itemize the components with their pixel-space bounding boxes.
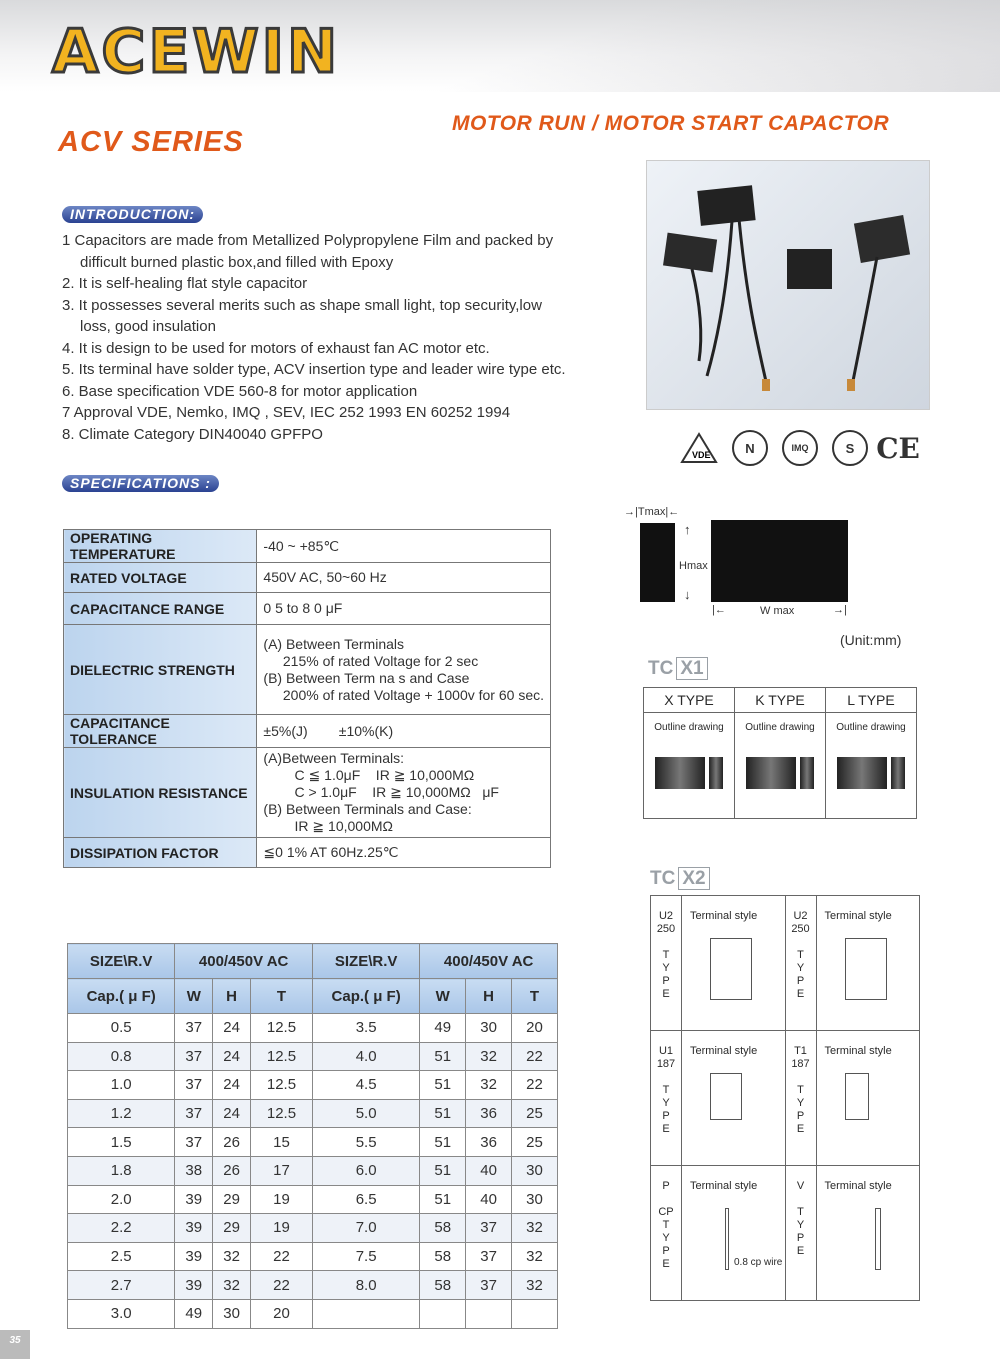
size-header-cell: SIZE\R.V — [312, 944, 419, 979]
table-cell — [466, 1299, 512, 1328]
table-cell: 39 — [175, 1271, 213, 1300]
table-cell: 2.2 — [68, 1214, 175, 1243]
table-cell: 37 — [175, 1128, 213, 1157]
intro-line: 1 Capacitors are made from Metallized Polypropylene Film and packed by — [62, 232, 554, 249]
spec-value — [257, 748, 551, 838]
table-cell: 12.5 — [251, 1099, 313, 1128]
front-view-block — [711, 520, 848, 602]
table-cell: 58 — [420, 1242, 466, 1271]
table-row — [68, 1214, 558, 1243]
v-type-code: V T Y P E — [785, 1166, 816, 1301]
intro-line: 8. Climate Category DIN40040 GPFPO — [62, 425, 323, 443]
table-cell: 38 — [175, 1156, 213, 1185]
table-cell: 37 — [175, 1042, 213, 1071]
table-cell: 17 — [251, 1156, 313, 1185]
size-subheader-row — [68, 979, 558, 1014]
p-cp-code: P CP T Y P E — [651, 1166, 682, 1301]
u2-250-terminal-cell-b: Terminal style — [816, 896, 920, 1031]
table-cell: 25 — [512, 1099, 558, 1128]
table-cell: 37 — [466, 1271, 512, 1300]
wmax-arrow-right-icon: →| — [833, 604, 847, 616]
table-cell: 7.0 — [312, 1214, 419, 1243]
table-cell — [312, 1299, 419, 1328]
spec-value-line: 450V AC, 50~60 Hz — [263, 569, 387, 585]
introduction-list — [62, 230, 642, 445]
spec-row — [64, 715, 551, 748]
size-subheader-cell: H — [466, 979, 512, 1014]
table-cell — [512, 1299, 558, 1328]
table-cell: 30 — [512, 1156, 558, 1185]
product-subtitle: MOTOR RUN / MOTOR START CAPACTOR — [452, 112, 890, 135]
spec-row — [64, 593, 551, 625]
table-cell: 30 — [213, 1299, 251, 1328]
table-cell: 37 — [175, 1014, 213, 1043]
size-header-row — [68, 944, 558, 979]
table-cell: 25 — [512, 1128, 558, 1157]
intro-line: difficult burned plastic box,and filled with Epoxy — [80, 253, 394, 271]
table-cell: 51 — [420, 1185, 466, 1214]
spec-key: DISSIPATION FACTOR — [64, 838, 257, 868]
spec-value — [257, 563, 551, 593]
table-cell: 2.5 — [68, 1242, 175, 1271]
table-cell: 49 — [420, 1014, 466, 1043]
t1-187-terminal-cell: Terminal style — [816, 1031, 920, 1166]
tc-x1-label: TC X1 — [648, 658, 708, 680]
intro-line: 3. It possesses several merits such as shape small light, top security,low — [62, 296, 542, 314]
spec-key: CAPACITANCE TOLERANCE — [64, 715, 257, 748]
v-type-terminal-cell: Terminal style — [816, 1166, 920, 1301]
table-cell: 22 — [251, 1271, 313, 1300]
sev-mark-icon: S — [832, 430, 868, 466]
table-cell: 19 — [251, 1214, 313, 1243]
table-cell: 15 — [251, 1128, 313, 1157]
side-view-block — [640, 523, 675, 602]
u1-187-terminal-cell: Terminal style — [682, 1031, 786, 1166]
wmax-arrow-left-icon: |← — [712, 604, 726, 616]
table-row — [68, 1042, 558, 1071]
spec-key: OPERATING TEMPERATURE — [64, 530, 257, 563]
spec-value — [257, 593, 551, 625]
table-cell: 40 — [466, 1156, 512, 1185]
table-cell: 5.0 — [312, 1099, 419, 1128]
size-subheader-cell: T — [251, 979, 313, 1014]
table-cell: 49 — [175, 1299, 213, 1328]
specifications-table — [63, 529, 551, 868]
table-cell: 29 — [213, 1185, 251, 1214]
table-cell: 32 — [213, 1271, 251, 1300]
size-subheader-cell: T — [512, 979, 558, 1014]
size-subheader-cell: Cap.( μ F) — [68, 979, 175, 1014]
size-subheader-cell: Cap.( μ F) — [312, 979, 419, 1014]
table-cell: 39 — [175, 1185, 213, 1214]
table-cell: 1.2 — [68, 1099, 175, 1128]
table-cell: 32 — [512, 1271, 558, 1300]
intro-line: loss, good insulation — [80, 318, 216, 335]
table-cell: 12.5 — [251, 1042, 313, 1071]
series-title: ACV SERIES — [58, 126, 244, 158]
spec-key: CAPACITANCE RANGE — [64, 593, 257, 625]
specifications-heading: SPECIFICATIONS : — [62, 475, 219, 492]
table-cell: 24 — [213, 1042, 251, 1071]
p-cp-terminal-cell: Terminal style 0.8 cp wire — [682, 1166, 786, 1301]
table-cell: 58 — [420, 1214, 466, 1243]
table-row — [68, 1071, 558, 1100]
l-type-header: L TYPE — [826, 688, 917, 713]
spec-value-line: (B) Between Term na s and Case — [263, 669, 470, 686]
table-cell: 4.5 — [312, 1071, 419, 1100]
spec-row — [64, 748, 551, 838]
table-row — [68, 1014, 558, 1043]
ce-mark-icon: CE — [876, 431, 920, 465]
spec-value — [257, 838, 551, 868]
size-header-cell: 400/450V AC — [175, 944, 313, 979]
table-cell: 19 — [251, 1185, 313, 1214]
table-cell: 37 — [466, 1242, 512, 1271]
u1-187-code: U1 187 T Y P E — [651, 1031, 682, 1166]
table-cell: 22 — [251, 1242, 313, 1271]
size-subheader-cell: W — [420, 979, 466, 1014]
page-number: 35 — [0, 1330, 30, 1359]
table-cell: 22 — [512, 1042, 558, 1071]
table-row — [68, 1299, 558, 1328]
table-cell: 29 — [213, 1214, 251, 1243]
t1-187-code: T1 187 T Y P E — [785, 1031, 816, 1166]
table-cell: 24 — [213, 1099, 251, 1128]
table-cell: 30 — [466, 1014, 512, 1043]
table-cell: 7.5 — [312, 1242, 419, 1271]
product-photo — [646, 160, 930, 410]
table-cell: 37 — [175, 1099, 213, 1128]
table-cell: 12.5 — [251, 1071, 313, 1100]
table-cell: 30 — [512, 1185, 558, 1214]
spec-value — [257, 530, 551, 563]
spec-value — [257, 625, 551, 715]
intro-line: 4. It is design to be used for motors of exhaust fan AC motor etc. — [62, 339, 490, 357]
table-cell: 4.0 — [312, 1042, 419, 1071]
table-cell: 37 — [466, 1214, 512, 1243]
introduction-heading: INTRODUCTION: — [62, 206, 203, 223]
hmax-up-arrow-icon: ↑ — [684, 522, 691, 537]
table-cell: 0.8 — [68, 1042, 175, 1071]
spec-row — [64, 530, 551, 563]
size-table — [67, 943, 558, 1329]
table-cell: 3.5 — [312, 1014, 419, 1043]
table-cell: 24 — [213, 1014, 251, 1043]
k-type-cell: Outline drawing — [735, 713, 826, 819]
spec-key: RATED VOLTAGE — [64, 563, 257, 593]
table-cell: 24 — [213, 1071, 251, 1100]
spec-value-line: -40 ~ +85℃ — [263, 537, 340, 554]
spec-value-line: (B) Between Terminals and Case: — [263, 801, 472, 817]
table-row — [68, 1242, 558, 1271]
spec-value-line: ±5%(J) ±10%(K) — [263, 722, 394, 739]
l-type-cell: Outline drawing — [826, 713, 917, 819]
spec-row — [64, 838, 551, 868]
svg-text:VDE: VDE — [692, 450, 711, 460]
table-cell: 1.0 — [68, 1071, 175, 1100]
table-row — [68, 1156, 558, 1185]
spec-value-line: 215% of rated Voltage for 2 sec — [263, 652, 479, 669]
table-cell: 6.5 — [312, 1185, 419, 1214]
u2-250-code: U2 250 T Y P E — [651, 896, 682, 1031]
table-cell: 32 — [512, 1214, 558, 1243]
table-row — [68, 1128, 558, 1157]
spec-value — [257, 715, 551, 748]
hmax-down-arrow-icon: ↓ — [684, 587, 691, 602]
x-type-cell: Outline drawing — [644, 713, 735, 819]
table-cell: 32 — [512, 1242, 558, 1271]
spec-value-line: 0 5 to 8 0 μF — [263, 600, 343, 616]
k-type-header: K TYPE — [735, 688, 826, 713]
table-cell: 39 — [175, 1214, 213, 1243]
wmax-label: W max — [760, 605, 795, 617]
table-cell: 51 — [420, 1071, 466, 1100]
intro-line: 2. It is self-healing flat style capacitor — [62, 275, 308, 292]
table-cell: 6.0 — [312, 1156, 419, 1185]
tc-x1-table — [643, 687, 917, 819]
unit-label: (Unit:mm) — [840, 632, 902, 648]
u2-250-code-b: U2 250 T Y P E — [785, 896, 816, 1031]
table-cell: 26 — [213, 1156, 251, 1185]
table-cell: 36 — [466, 1128, 512, 1157]
spec-value-line: C ≦ 1.0μF IR ≧ 10,000MΩ — [263, 767, 475, 783]
spec-row — [64, 625, 551, 715]
size-subheader-cell: W — [175, 979, 213, 1014]
table-row — [68, 1185, 558, 1214]
imq-mark-icon: IMQ — [782, 430, 818, 466]
table-row — [68, 1271, 558, 1300]
spec-value-line: 200% of rated Voltage + 1000v for 60 sec. — [263, 686, 544, 703]
intro-line: 7 Approval VDE, Nemko, IMQ , SEV, IEC 252 1993 EN 60252 1994 — [62, 404, 511, 421]
spec-value-line: ≦0 1% AT 60Hz.25℃ — [263, 844, 399, 860]
table-cell: 2.0 — [68, 1185, 175, 1214]
intro-line: 5. Its terminal have solder type, ACV insertion type and leader wire type etc. — [62, 361, 566, 378]
tc-x2-label: TC X2 — [650, 868, 710, 890]
brand-logo: ACEWIN — [52, 17, 341, 87]
table-cell: 37 — [175, 1071, 213, 1100]
spec-value-line: IR ≧ 10,000MΩ — [263, 818, 393, 834]
intro-line: 6. Base specification VDE 560-8 for motor application — [62, 382, 418, 400]
table-cell: 32 — [466, 1042, 512, 1071]
size-subheader-cell: H — [213, 979, 251, 1014]
tmax-label: →|Tmax|← — [624, 506, 680, 518]
table-cell: 32 — [213, 1242, 251, 1271]
table-cell: 26 — [213, 1128, 251, 1157]
table-cell: 8.0 — [312, 1271, 419, 1300]
nemko-mark-icon: N — [732, 430, 768, 466]
table-row — [68, 1099, 558, 1128]
table-cell: 3.0 — [68, 1299, 175, 1328]
table-cell: 22 — [512, 1071, 558, 1100]
table-cell: 51 — [420, 1128, 466, 1157]
size-header-cell: 400/450V AC — [420, 944, 558, 979]
x-type-header: X TYPE — [644, 688, 735, 713]
tc-x2-table — [650, 895, 920, 1301]
table-cell: 20 — [512, 1014, 558, 1043]
size-header-cell: SIZE\R.V — [68, 944, 175, 979]
table-cell: 1.5 — [68, 1128, 175, 1157]
spec-key: INSULATION RESISTANCE — [64, 748, 257, 838]
certification-marks — [680, 428, 920, 468]
table-cell: 39 — [175, 1242, 213, 1271]
table-cell: 40 — [466, 1185, 512, 1214]
vde-mark-icon — [680, 432, 718, 464]
table-cell — [420, 1299, 466, 1328]
table-cell: 12.5 — [251, 1014, 313, 1043]
spec-row — [64, 563, 551, 593]
spec-value-line: (A) Between Terminals — [263, 635, 404, 652]
hmax-label: Hmax — [679, 560, 708, 572]
table-cell: 51 — [420, 1099, 466, 1128]
table-cell: 1.8 — [68, 1156, 175, 1185]
table-cell: 51 — [420, 1042, 466, 1071]
table-cell: 32 — [466, 1071, 512, 1100]
u2-250-terminal-cell: Terminal style — [682, 896, 786, 1031]
table-cell: 2.7 — [68, 1271, 175, 1300]
table-cell: 51 — [420, 1156, 466, 1185]
table-cell: 0.5 — [68, 1014, 175, 1043]
table-cell: 20 — [251, 1299, 313, 1328]
spec-key: DIELECTRIC STRENGTH — [64, 625, 257, 715]
table-cell: 5.5 — [312, 1128, 419, 1157]
spec-value-line: (A)Between Terminals: — [263, 750, 404, 766]
table-cell: 36 — [466, 1099, 512, 1128]
spec-value-line: C > 1.0μF IR ≧ 10,000MΩ μF — [263, 784, 499, 800]
table-cell: 58 — [420, 1271, 466, 1300]
